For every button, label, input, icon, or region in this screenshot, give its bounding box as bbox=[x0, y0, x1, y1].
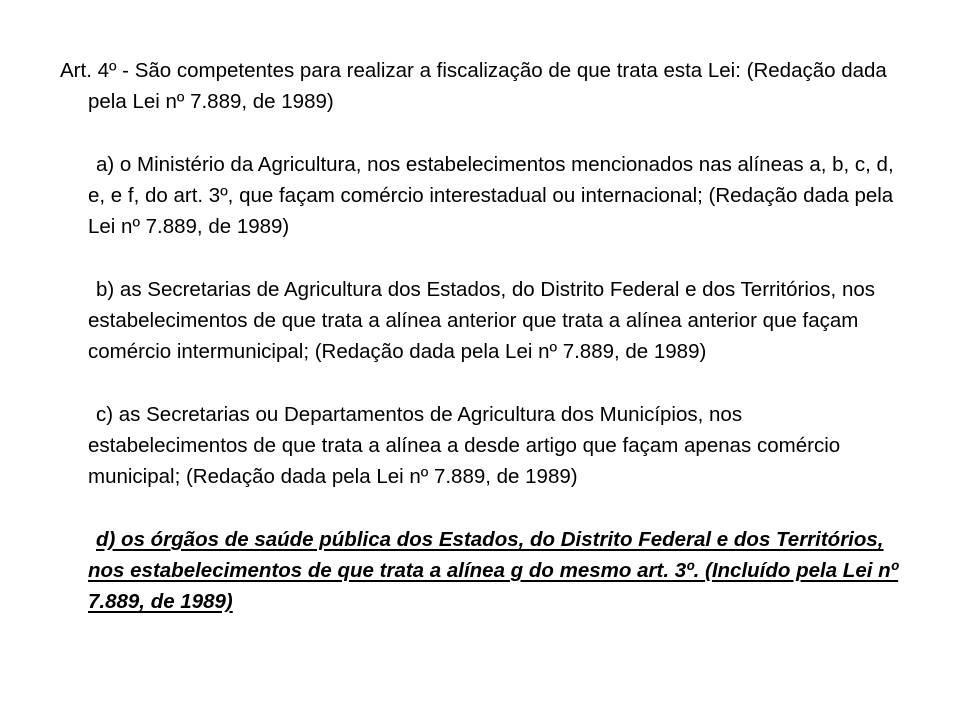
alinea-a-paragraph: a) o Ministério da Agricultura, nos estabelecimentos mencionados nas alíneas a, b, c, d, e, e f, do art. 3º, que façam comércio interestadual ou internacional; (Redação dada pela Lei nº 7.889, de 1989) bbox=[88, 153, 894, 238]
article-4-heading: Art. 4º - São competentes para realizar a fiscalização de que trata esta Lei: (Redação dada pela Lei nº 7.889, de 1989) bbox=[60, 59, 887, 113]
alinea-b-paragraph: b) as Secretarias de Agricultura dos Estados, do Distrito Federal e dos Territórios, nos estabelecimentos de que trata a alínea anterior que trata a alínea anterior que façam comércio intermunicipal; (Redação dada pela Lei nº 7.889, de 1989) bbox=[88, 278, 875, 363]
alinea-d-paragraph: d) os órgãos de saúde pública dos Estados, do Distrito Federal e dos Territórios, nos estabelecimentos de que trata a alínea g do mesmo art. 3º. (Incluído pela Lei nº 7.889, de 1989) bbox=[88, 528, 899, 613]
alinea-c-paragraph: c) as Secretarias ou Departamentos de Agricultura dos Municípios, nos estabelecimentos de que trata a alínea a desde artigo que façam apenas comércio municipal; (Redação dada pela Lei nº 7.889, de 1989) bbox=[88, 403, 841, 488]
